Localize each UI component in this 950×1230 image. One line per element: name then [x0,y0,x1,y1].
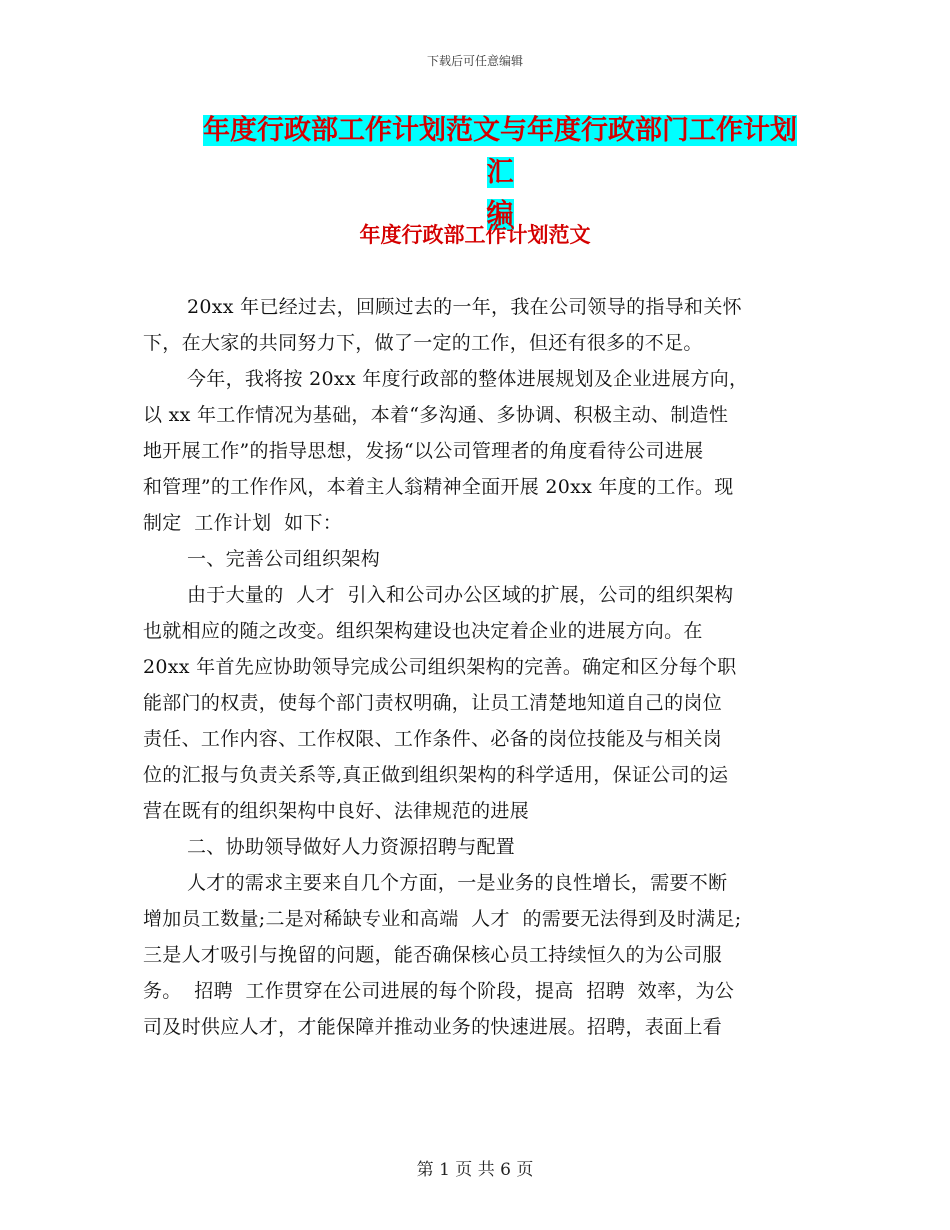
text-line: 20xx 年首先应协助领导完成公司组织架构的完善。确定和区分每个职 [143,656,737,678]
text-line: 人才的需求主要来自几个方面，一是业务的良性增长，需要不断 [187,872,728,894]
text-line: 制定 工作计划 如下： [143,512,343,534]
text-line: 三是人才吸引与挽留的问题，能否确保核心员工持续恒久的为公司服 [143,944,723,966]
text-line: 务。 招聘 工作贯穿在公司进展的每个阶段，提高 招聘 效率，为公 [143,980,735,1002]
text-line: 责任、工作内容、工作权限、工作条件、必备的岗位技能及与相关岗 [143,728,723,750]
section-heading-1: 一、完善公司组织架构 [187,548,381,570]
text-line: 下，在大家的共同努力下，做了一定的工作，但还有很多的不足。 [143,332,703,354]
text-line: 增加员工数量;二是对稀缺专业和高端 人才 的需要无法得到及时满足; [143,908,742,930]
document-title [190,110,810,236]
text-line: 以 xx 年工作情况为基础，本着“多沟通、多协调、积极主动、制造性 [143,404,729,426]
text-line: 能部门的权责，使每个部门责权明确，让员工清楚地知道自己的岗位 [143,692,723,714]
text-line: 司及时供应人才，才能保障并推动业务的快速进展。招聘，表面上看 [143,1016,723,1038]
text-line: 今年，我将按 20xx 年度行政部的整体进展规划及企业进展方向， [187,368,749,390]
section-title: 年度行政部工作计划范文 [359,222,591,247]
text-line: 地开展工作”的指导思想，发扬“以公司管理者的角度看待公司进展 [143,440,704,462]
text-line: 营在既有的组织架构中良好、法律规范的进展 [143,800,530,822]
section-heading-2: 二、协助领导做好人力资源招聘与配置 [187,836,516,858]
header-note: 下载后可任意编辑 [426,54,523,68]
title-line-1: 年度行政部工作计划范文与年度行政部门工作计划汇 [203,115,797,188]
title-line-2: 编 [486,199,514,230]
text-line: 和管理”的工作作风，本着主人翁精神全面开展 20xx 年度的工作。现 [143,476,734,498]
text-line: 20xx 年已经过去，回顾过去的一年，我在公司领导的指导和关怀 [187,296,742,318]
text-line: 位的汇报与负责关系等,真正做到组织架构的科学适用，保证公司的运 [143,764,729,786]
text-line: 由于大量的 人才 引入和公司办公区域的扩展，公司的组织架构 [187,584,734,606]
body-text [143,289,809,1045]
text-line: 也就相应的随之改变。组织架构建设也决定着企业的进展方向。在 [143,620,703,642]
page-footer: 第 1 页 共 6 页 [416,1160,534,1180]
